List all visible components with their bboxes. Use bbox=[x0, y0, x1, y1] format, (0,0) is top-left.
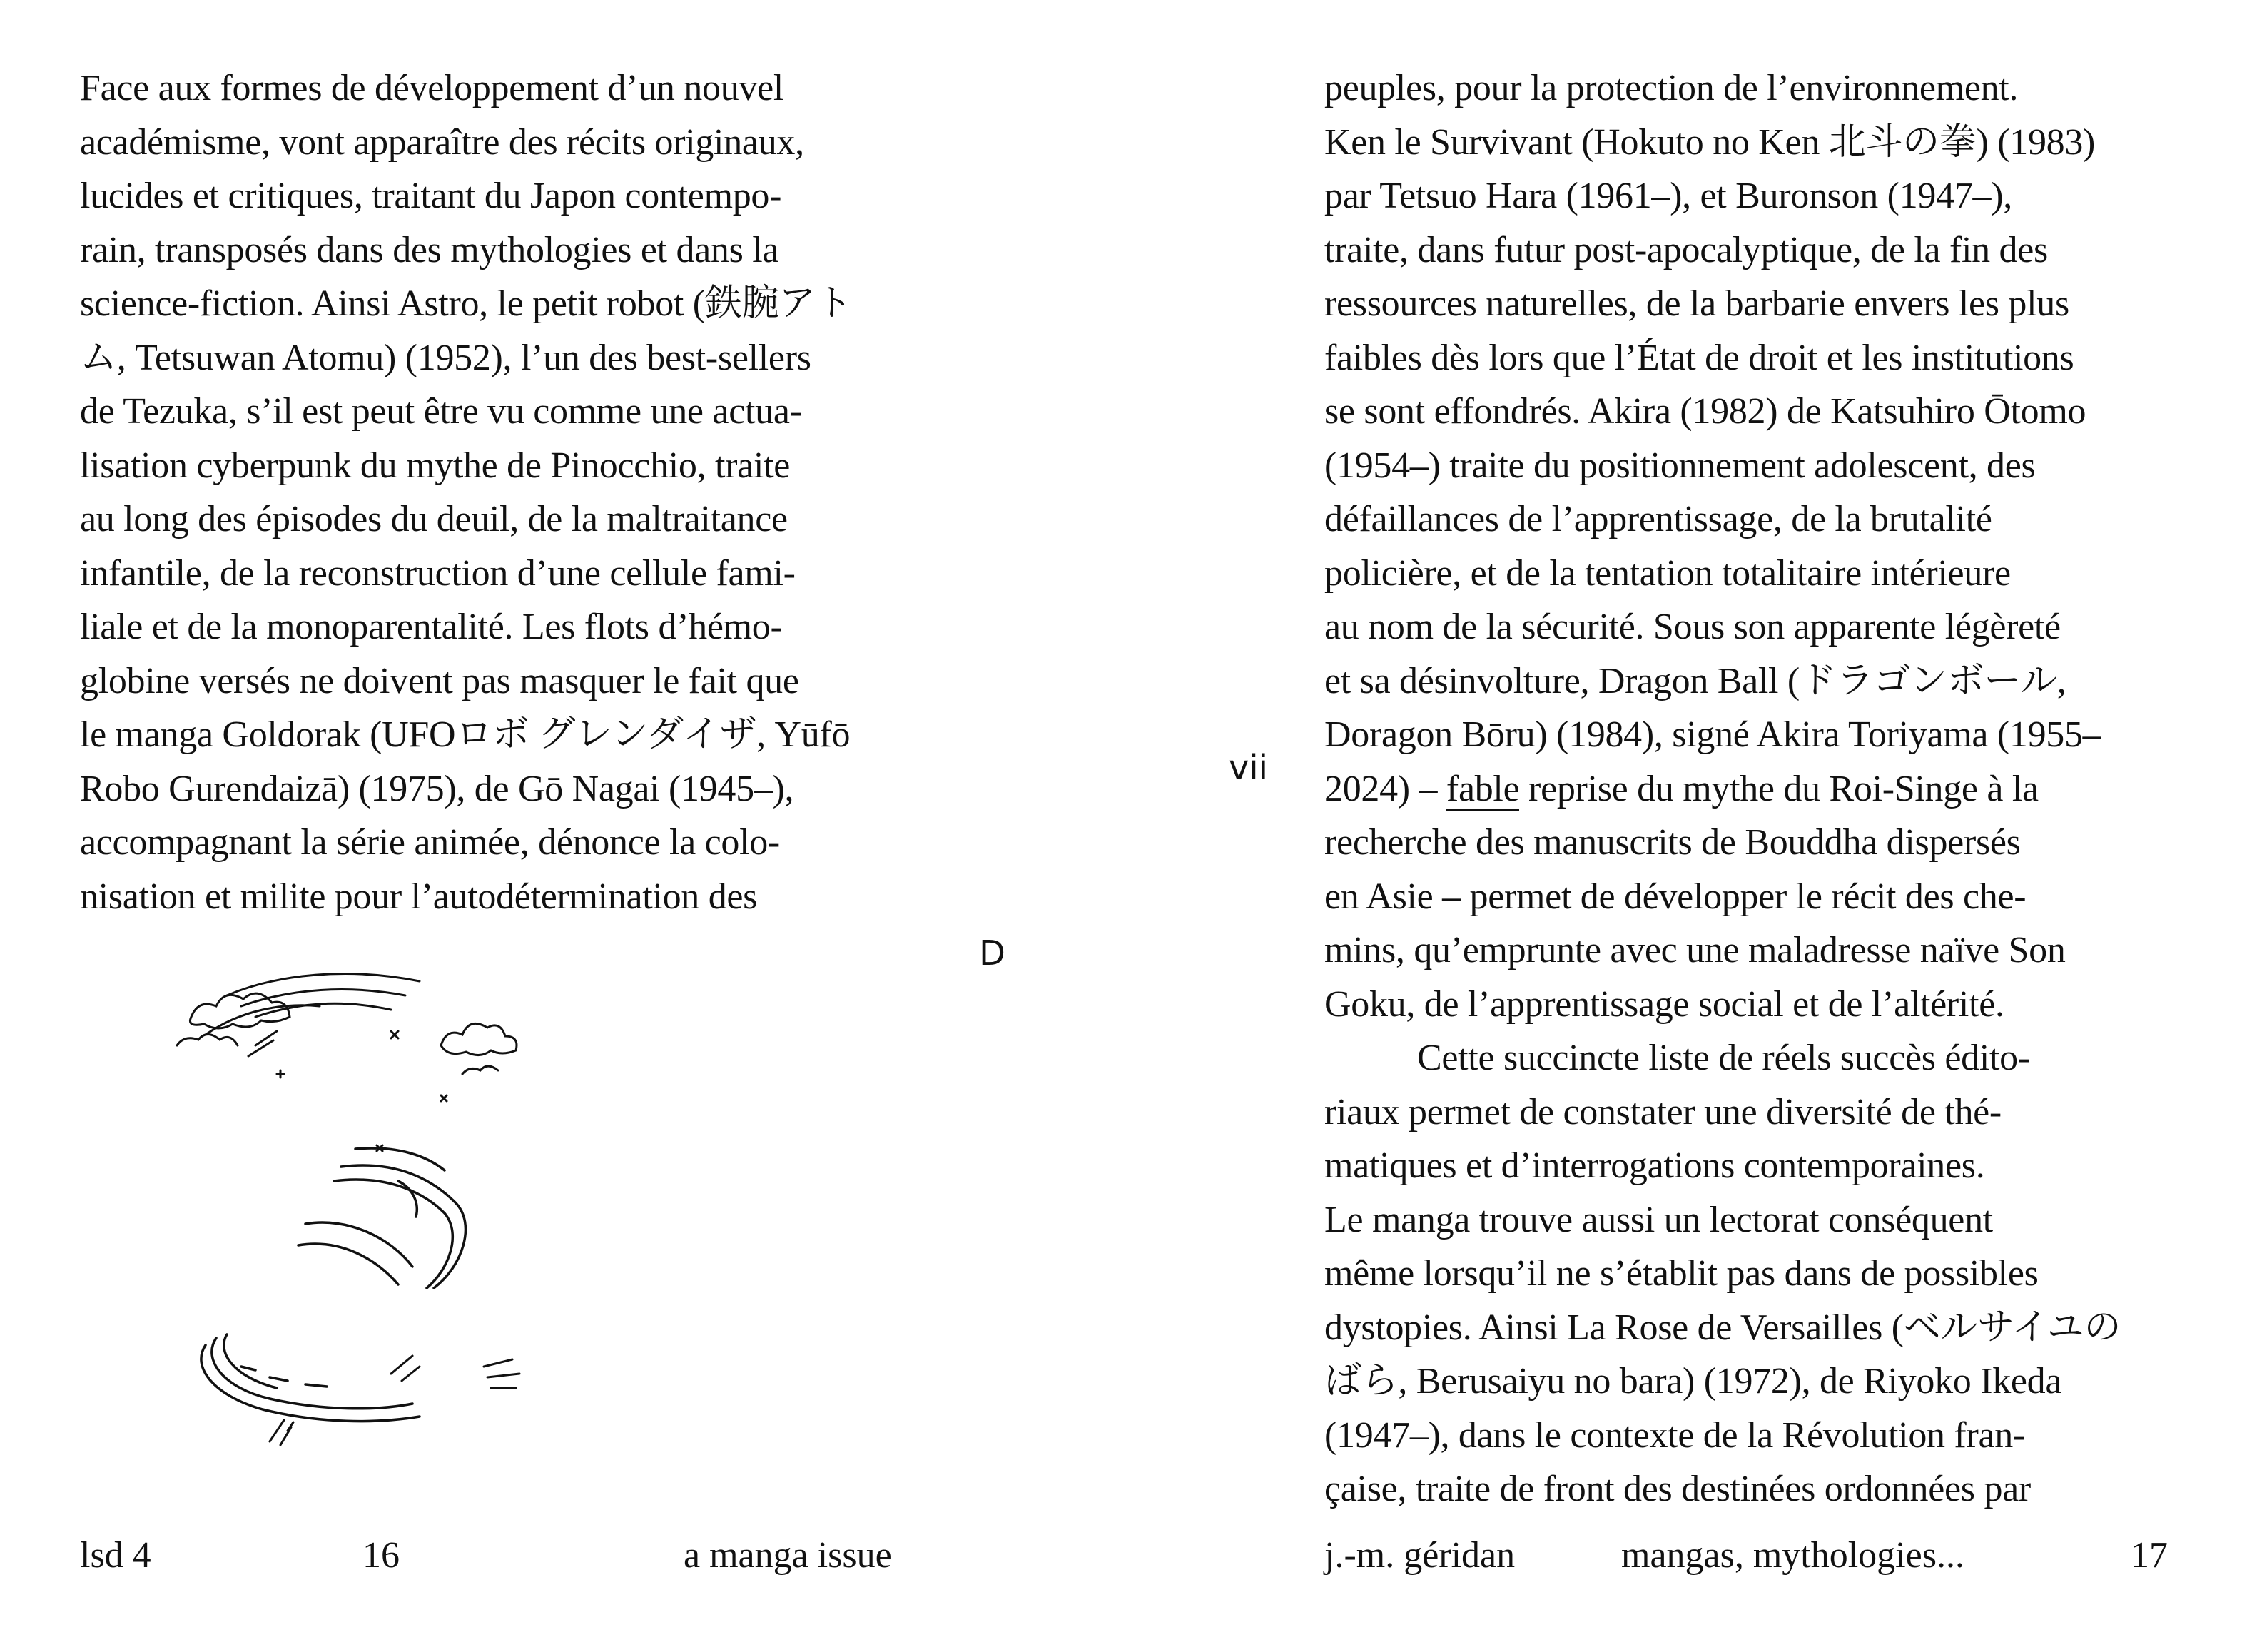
right-line-19: Cette succincte liste de réels succès édito- bbox=[1417, 1038, 2030, 1078]
right-line-5: ressources naturelles, de la barbarie envers les plus bbox=[1324, 283, 2069, 324]
left-line-5: science-fiction. Ainsi Astro, le petit robot (鉄腕アト bbox=[80, 283, 853, 324]
right-line-12: et sa désinvolture, Dragon Ball (ドラゴンボール, bbox=[1324, 660, 2066, 701]
right-line-4: traite, dans futur post-apocalyptique, de la fin des bbox=[1324, 229, 2048, 270]
footer-right-page-number: 17 bbox=[2131, 1535, 2168, 1576]
left-line-3: lucides et critiques, traitant du Japon contempo- bbox=[80, 176, 782, 216]
right-line-18: Goku, de l’apprentissage social et de l’altérité. bbox=[1324, 983, 2004, 1025]
left-line-4: rain, transposés dans des mythologies et dans la bbox=[80, 229, 779, 270]
left-line-9: au long des épisodes du deuil, de la maltraitance bbox=[80, 499, 788, 539]
right-line-22: Le manga trouve aussi un lectorat conséquent bbox=[1324, 1199, 1993, 1240]
right-line-14 bbox=[1324, 762, 2173, 816]
right-line-23: même lorsqu’il ne s’établit pas dans de possibles bbox=[1324, 1253, 2039, 1294]
right-line-14-tail: reprise du mythe du Roi-Singe à la bbox=[1519, 768, 2039, 809]
left-line-11: liale et de la monoparentalité. Les flots d’hémo- bbox=[80, 607, 783, 647]
fable-link[interactable]: fable bbox=[1446, 768, 1520, 809]
right-line-1: peuples, pour la protection de l’environnement. bbox=[1324, 68, 2019, 108]
right-line-2: Ken le Survivant (Hokuto no Ken 北斗の拳) (1983) bbox=[1324, 121, 2096, 163]
left-line-6: ム, Tetsuwan Atomu) (1952), l’un des best-sellers bbox=[80, 337, 811, 378]
left-column bbox=[80, 61, 922, 923]
footer-left-page-number: 16 bbox=[362, 1535, 400, 1576]
left-line-7: de Tezuka, s’il est peut être vu comme une actua- bbox=[80, 391, 802, 432]
sparkle-marks bbox=[277, 1031, 447, 1151]
left-line-1: Face aux formes de développement d’un nouvel bbox=[80, 68, 784, 108]
right-line-10: policière, et de la tentation totalitaire intérieure bbox=[1324, 552, 2011, 594]
swirl-curve-upper bbox=[298, 1148, 465, 1288]
right-line-21: matiques et d’interrogations contemporaines. bbox=[1324, 1145, 1985, 1186]
footer-article-title: mangas, mythologies... bbox=[1621, 1535, 1964, 1576]
right-line-9: défaillances de l’apprentissage, de la brutalité bbox=[1324, 499, 1992, 539]
left-line-15: accompagnant la série animée, dénonce la colo- bbox=[80, 822, 780, 863]
left-line-13: le manga Goldorak (UFOロボ グレンダイザ, Yūfō bbox=[80, 714, 851, 755]
right-line-25: ばら, Berusaiyu no bara) (1972), de Riyoko Ikeda bbox=[1324, 1361, 2062, 1402]
left-line-12: globine versés ne doivent pas masquer le fait que bbox=[80, 660, 799, 701]
margin-roman-numeral: vii bbox=[1229, 748, 1269, 788]
manga-illustration bbox=[163, 967, 577, 1452]
right-line-3: par Tetsuo Hara (1961–), et Buronson (1947–), bbox=[1324, 176, 2012, 216]
left-line-2: académisme, vont apparaître des récits originaux, bbox=[80, 121, 804, 163]
cloud-puffs-right bbox=[441, 1023, 517, 1074]
swirl-curve-lower bbox=[201, 1334, 420, 1422]
left-line-16: nisation et milite pour l’autodétermination des bbox=[80, 876, 758, 917]
right-column bbox=[1324, 61, 2173, 1516]
right-line-15: recherche des manuscrits de Bouddha dispersés bbox=[1324, 822, 2021, 863]
right-line-14-start: 2024) – bbox=[1324, 768, 1438, 809]
footer-author: j.-m. géridan bbox=[1324, 1535, 1516, 1576]
right-line-8: (1954–) traite du positionnement adolescent, des bbox=[1324, 445, 2036, 486]
footer-issue-title: a manga issue bbox=[684, 1535, 892, 1576]
left-line-8: lisation cyberpunk du mythe de Pinocchio, traite bbox=[80, 445, 791, 486]
right-line-24: dystopies. Ainsi La Rose de Versailles (ベルサイユの bbox=[1324, 1307, 2121, 1348]
right-line-26: (1947–), dans le contexte de la Révolution fran- bbox=[1324, 1414, 2025, 1456]
right-line-6: faibles dès lors que l’État de droit et les institutions bbox=[1324, 337, 2074, 378]
right-line-7: se sont effondrés. Akira (1982) de Katsuhiro Ōtomo bbox=[1324, 391, 2086, 432]
right-line-11: au nom de la sécurité. Sous son apparente légèreté bbox=[1324, 607, 2061, 647]
left-line-10: infantile, de la reconstruction d’une cellule fami- bbox=[80, 552, 796, 594]
right-line-13: Doragon Bōru) (1984), signé Akira Toriyama (1955– bbox=[1324, 714, 2101, 755]
right-line-20: riaux permet de constater une diversité de thé- bbox=[1324, 1091, 2002, 1132]
margin-letter: D bbox=[979, 933, 1005, 973]
footer-journal: lsd 4 bbox=[80, 1535, 151, 1576]
right-line-16: en Asie – permet de développer le récit des che- bbox=[1324, 876, 2027, 917]
right-line-27: çaise, traite de front des destinées ordonnées par bbox=[1324, 1469, 2031, 1509]
left-line-14: Robo Gurendaizā) (1975), de Gō Nagai (1945–), bbox=[80, 768, 794, 809]
right-line-17: mins, qu’emprunte avec une maladresse naïve Son bbox=[1324, 930, 2066, 971]
burst-strokes bbox=[248, 1031, 519, 1445]
